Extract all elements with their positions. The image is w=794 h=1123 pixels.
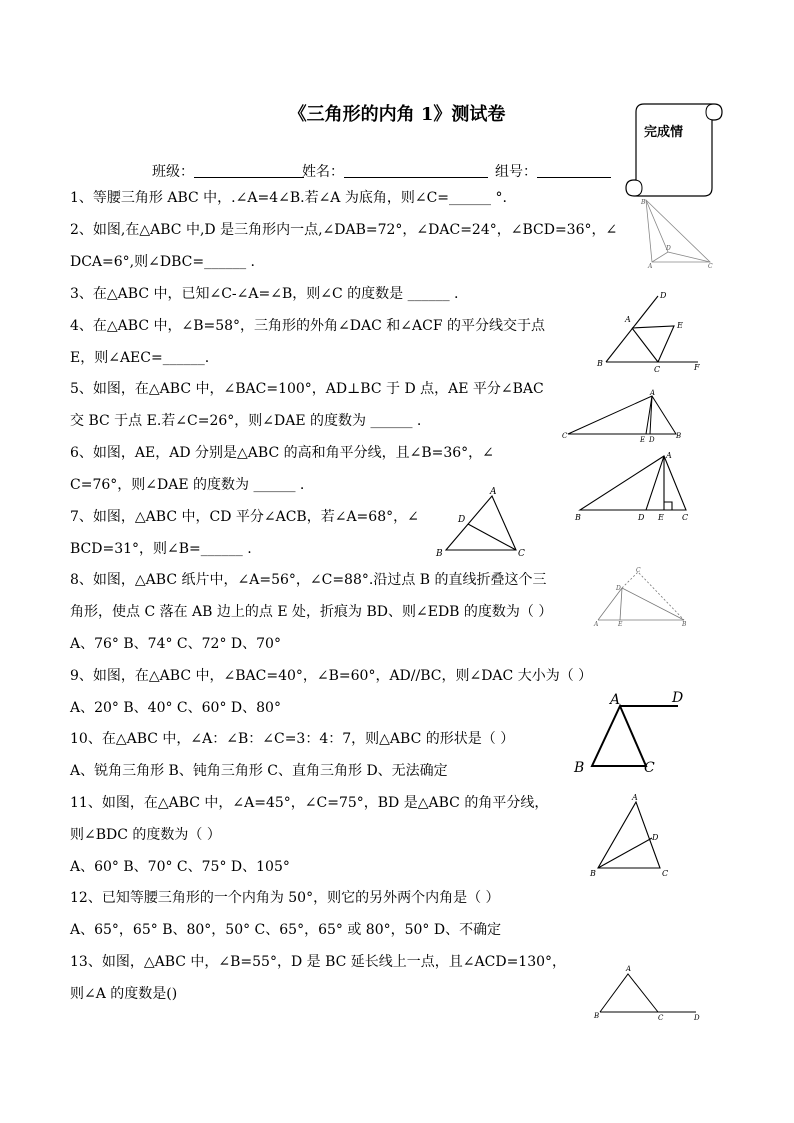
figure-q11 xyxy=(588,792,674,880)
svg-text:A: A xyxy=(625,315,631,324)
figure-q5 xyxy=(560,386,690,446)
group-label: 组号： xyxy=(495,164,537,180)
svg-text:C: C xyxy=(682,513,689,522)
question-13-line-2: 则∠A 的度数是() xyxy=(70,986,178,1002)
svg-text:B: B xyxy=(641,199,646,206)
svg-text:D: D xyxy=(616,585,621,592)
question-9-options: A、20° B、40° C、60° D、80° xyxy=(70,700,281,716)
svg-text:D: D xyxy=(672,690,684,706)
svg-text:B: B xyxy=(594,1012,600,1020)
svg-text:C: C xyxy=(654,365,661,374)
svg-text:E: E xyxy=(640,436,646,444)
svg-text:A: A xyxy=(648,263,653,270)
svg-text:F: F xyxy=(694,363,700,372)
svg-text:A: A xyxy=(632,793,638,802)
group-blank xyxy=(537,177,611,178)
figure-q7 xyxy=(432,484,532,558)
name-label: 姓名： xyxy=(302,164,344,180)
question-11-line-1: 11、如图，在△ABC 中，∠A=45°，∠C=75°，BD 是△ABC 的角平分线， xyxy=(70,795,549,811)
svg-text:D: D xyxy=(694,1014,700,1022)
name-field xyxy=(302,163,488,181)
question-4-line-2: E，则∠AEC=______. xyxy=(70,350,210,366)
class-label: 班级： xyxy=(152,164,194,180)
svg-text:C: C xyxy=(636,567,641,574)
figure-q6 xyxy=(572,450,696,522)
question-3: 3、在△ABC 中，已知∠C-∠A=∠B，则∠C 的度数是 ______ . xyxy=(70,286,459,302)
question-10: 10、在△ABC 中，∠A：∠B：∠C=3：4：7，则△ABC 的形状是（ ） xyxy=(70,731,515,747)
question-5-line-1: 5、如图，在△ABC 中，∠BAC=100°，AD⊥BC 于 D 点，AE 平分∠BAC xyxy=(70,381,544,397)
svg-text:A: A xyxy=(626,965,632,973)
svg-text:D: D xyxy=(660,291,667,300)
question-7-line-1: 7、如图，△ABC 中，CD 平分∠ACB，若∠A=68°，∠ xyxy=(70,509,419,525)
svg-text:C: C xyxy=(658,1014,664,1022)
svg-text:B: B xyxy=(436,549,443,559)
question-12-options: A、65°，65° B、80°，50° C、65°，65° 或 80°，50° D、不确定 xyxy=(70,922,502,938)
svg-text:E: E xyxy=(677,321,683,330)
svg-text:D: D xyxy=(666,245,671,252)
question-2-line-1: 2、如图,在△ABC 中,D 是三角形内一点,∠DAB=72°，∠DAC=24°，∠BCD=36°，∠ xyxy=(70,222,618,238)
svg-text:C: C xyxy=(562,432,568,440)
svg-text:C: C xyxy=(518,549,525,559)
question-8-options: A、76° B、74° C、72° D、70° xyxy=(70,636,281,652)
question-2-line-2: DCA=6°,则∠DBC=______ . xyxy=(70,254,255,270)
question-11-line-2: 则∠BDC 的度数为（ ） xyxy=(70,827,221,843)
page-title: 《三角形的内角 1》测试卷 xyxy=(288,104,506,125)
svg-text:D: D xyxy=(458,515,466,525)
figure-q2 xyxy=(640,196,720,270)
figure-q4 xyxy=(594,288,708,372)
class-blank xyxy=(194,177,304,178)
svg-text:A: A xyxy=(610,692,621,708)
svg-text:B: B xyxy=(682,621,687,628)
svg-text:A: A xyxy=(594,621,599,628)
svg-text:C: C xyxy=(644,760,655,776)
svg-text:A: A xyxy=(650,389,656,397)
svg-text:D: D xyxy=(649,436,655,444)
name-blank xyxy=(344,177,488,178)
question-8-line-1: 8、如图，△ABC 纸片中，∠A=56°，∠C=88°.沿过点 B 的直线折叠这个三 xyxy=(70,572,547,588)
question-5-line-2: 交 BC 于点 E.若∠C=26°，则∠DAE 的度数为 ______ . xyxy=(70,413,422,429)
svg-text:C: C xyxy=(708,263,713,270)
question-13-line-1: 13、如图，△ABC 中，∠B=55°，D 是 BC 延长线上一点，且∠ACD=130°， xyxy=(70,954,567,970)
figure-q8 xyxy=(594,566,692,628)
figure-q9 xyxy=(570,688,690,778)
scroll-badge-label: 完成情 xyxy=(644,125,684,140)
scroll-badge xyxy=(622,100,726,200)
svg-text:A: A xyxy=(666,451,672,460)
svg-text:B: B xyxy=(574,760,585,776)
figure-q13 xyxy=(592,960,704,1022)
question-11-options: A、60° B、70° C、75° D、105° xyxy=(70,859,290,875)
svg-text:B: B xyxy=(575,513,581,522)
svg-text:E: E xyxy=(658,513,664,522)
question-12: 12、已知等腰三角形的一个内角为 50°，则它的另外两个内角是（ ） xyxy=(70,890,500,906)
svg-text:B: B xyxy=(597,359,603,368)
question-8-line-2: 角形，使点 C 落在 AB 边上的点 E 处，折痕为 BD、则∠EDB 的度数为（ ） xyxy=(70,604,553,620)
group-field xyxy=(495,163,611,181)
svg-text:B: B xyxy=(676,432,682,440)
svg-text:B: B xyxy=(590,869,596,878)
svg-text:A: A xyxy=(490,487,497,497)
class-field xyxy=(152,163,304,181)
question-6-line-1: 6、如图，AE，AD 分别是△ABC 的高和角平分线，且∠B=36°，∠ xyxy=(70,445,494,461)
question-10-options: A、锐角三角形 B、钝角三角形 C、直角三角形 D、无法确定 xyxy=(70,763,448,779)
question-9: 9、如图，在△ABC 中，∠BAC=40°，∠B=60°，AD//BC，则∠DAC 大小为（ ） xyxy=(70,668,593,684)
question-7-line-2: BCD=31°，则∠B=______ . xyxy=(70,541,252,557)
question-1: 1、等腰三角形 ABC 中，.∠A=4∠B.若∠A 为底角，则∠C=______ °. xyxy=(70,190,507,206)
svg-text:D: D xyxy=(652,833,659,842)
svg-text:D: D xyxy=(638,513,645,522)
question-6-line-2: C=76°，则∠DAE 的度数为 ______ . xyxy=(70,477,305,493)
question-4-line-1: 4、在△ABC 中，∠B=58°，三角形的外角∠DAC 和∠ACF 的平分线交于点 xyxy=(70,318,546,334)
svg-text:E: E xyxy=(618,621,623,628)
svg-text:C: C xyxy=(662,869,669,878)
